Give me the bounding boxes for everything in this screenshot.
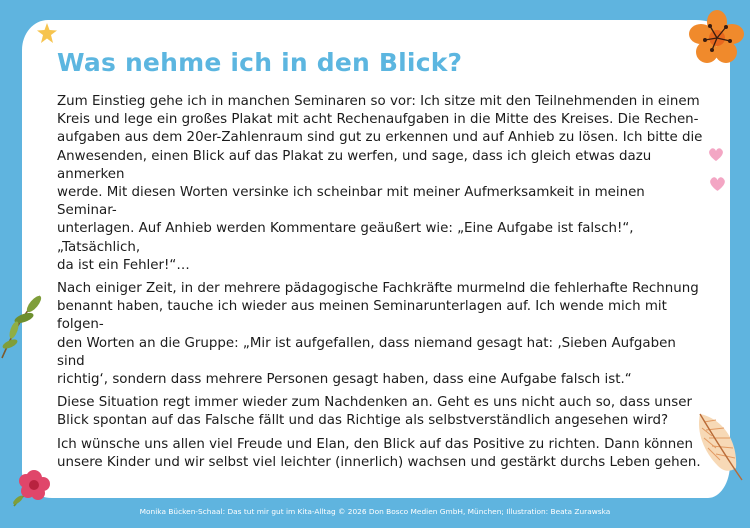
page-title: Was nehme ich in den Blick? <box>57 48 463 77</box>
paragraph: Nach einiger Zeit, in der mehrere pädagogische Fachkräfte murmelnd die fehlerhafte Rechnung benannt haben, tauche ich wieder aus meinen Seminarunterlagen auf. Ich wende mich mit folgen- den Worten an die Gruppe: „Mir ist aufgefallen, dass niemand gesagt hat: ‚Sieben Aufgaben sind richtig‘, sondern dass mehrere Personen gesagt haben, dass eine Aufgabe falsch ist.“ <box>57 281 699 388</box>
body-text <box>57 93 707 477</box>
heart-icon <box>708 147 724 162</box>
paragraph: Zum Einstieg gehe ich in manchen Seminaren so vor: Ich sitze mit den Teilnehmenden in einem Kreis und lege ein großes Plakat mit acht Rechenaufgaben in die Mitte des Kreises. Die Rechen- aufgaben aus dem 20er-Zahlenraum sind gut zu erkennen und auf Anhieb zu lösen. Ich bitte die Anwesenden, einen Blick auf das Plakat zu werfen, und sage, dass ich gleich etwas dazu anmerken werde. Mit diesen Worten versinke ich scheinbar mit meiner Aufmerksamkeit in meinen Seminar- unterlagen. Auf Anhieb werden Kommentare geäußert wie: „Eine Aufgabe ist falsch!“, „Tatsächlich, da ist ein Fehler!“… <box>57 94 703 273</box>
orange-flower-icon <box>688 8 746 66</box>
leaf-branch-icon <box>0 290 48 360</box>
paragraph: Diese Situation regt immer wieder zum Nachdenken an. Geht es uns nicht auch so, dass unser Blick spontan auf das Falsche fällt und das Richtige als selbstverständlich angesehen wird? <box>57 395 693 429</box>
copyright-footer: Monika Bücken-Schaal: Das tut mir gut im Kita-Alltag © 2026 Don Bosco Medien GmbH, München; Illustration: Beata Zurawska <box>139 507 611 516</box>
paragraph: Ich wünsche uns allen viel Freude und Elan, den Blick auf das Positive zu richten. Dann können unsere Kinder und wir selbst viel leichter (innerlich) wachsen und gestärkt durchs Leben gehen. <box>57 436 701 470</box>
star-icon <box>36 22 58 44</box>
heart-icon <box>709 176 726 192</box>
pink-flower-icon <box>10 466 54 508</box>
